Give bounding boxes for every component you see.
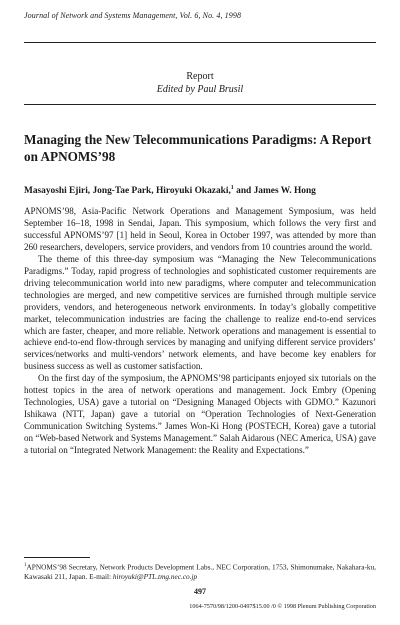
article-authors <box>24 182 376 197</box>
body-paragraph-1: APNOMS’98, Asia-Pacific Network Operations and Management Symposium, was held September 16–18, 1998 in Sendai, Japan. This symposium, which follows the very first and successful APNOMS’97 [1] held in Seoul, Korea in October 1997, was attended by more than 260 researchers, developers, service providers, and vendors from 10 countries around the world. <box>24 206 376 252</box>
header-divider <box>24 42 376 43</box>
footnote-divider <box>24 557 90 558</box>
footnote-email: hiroyuki@PTL.tmg.nec.co.jp <box>112 571 198 581</box>
copyright-line: 1064-7570/98/1200-0497$15.00 /0 © 1998 Plenum Publishing Corporation <box>189 603 376 610</box>
author-footnote-marker: 1 <box>230 185 234 191</box>
footnote-text: APNOMS’98 Secretary, Network Products Development Labs., NEC Corporation, 1753, Shimonumake, Nakahara-ku, Kawasaki 211, Japan. E-mail: <box>24 562 376 581</box>
footnote-marker: 1 <box>24 563 27 568</box>
article-title: Managing the New Telecommunications Paradigms: A Report on APNOMS’98 <box>24 132 372 164</box>
journal-running-header: Journal of Network and Systems Management, Vol. 6, No. 4, 1998 <box>24 11 242 20</box>
section-editor: Edited by Paul Brusil <box>156 84 244 95</box>
footnote <box>24 561 376 581</box>
authors-last: and James W. Hong <box>233 186 316 197</box>
authors-list: Masayoshi Ejiri, Jong-Tae Park, Hiroyuki Okazaki, <box>24 186 231 197</box>
page-number: 497 <box>194 587 206 596</box>
body-paragraph-2: The theme of this three-day symposium was “Managing the New Telecommunications Paradigms.” Today, rapid progress of technologies and sophisticated customer requirements are driving telecommunication world into new paradigms, where computer and telecommunication technologies are merged, and new competitive services are furnished through multiple service providers, vendors, and heterogeneous network environments. In today’s globally competitive market, telecommunication industries are facing the challenge to realize end-to-end services which are faster, cheaper, and more reliable. Network operations and management is essential to achieve end-to-end flow-through services by managing and unifying different service providers’ services/networks and multi-vendors’ network elements, and have become key enablers for business success as well as customer satisfaction. <box>24 253 376 372</box>
body-paragraph-3: On the first day of the symposium, the APNOMS’98 participants enjoyed six tutorials on the hottest topics in the area of network operations and management. Jock Embry (Opening Technologies, USA) gave a tutorial on “Designing Managed Objects with GDMO.” Kazunori Ishikawa (NTT, Japan) gave a tutorial on “Operation Technologies of Next-Generation Communication Switching Systems.” James Won-Ki Hong (POSTECH, Korea) gave a tutorial on “Web-based Network and Systems Management.” Salah Aidarous (NEC America, USA) gave a tutorial on “Integrated Network Management: the Reality and Expectations.” <box>24 373 376 456</box>
section-type-label: Report <box>186 71 214 82</box>
section-divider <box>24 104 376 105</box>
article-body <box>24 206 376 457</box>
